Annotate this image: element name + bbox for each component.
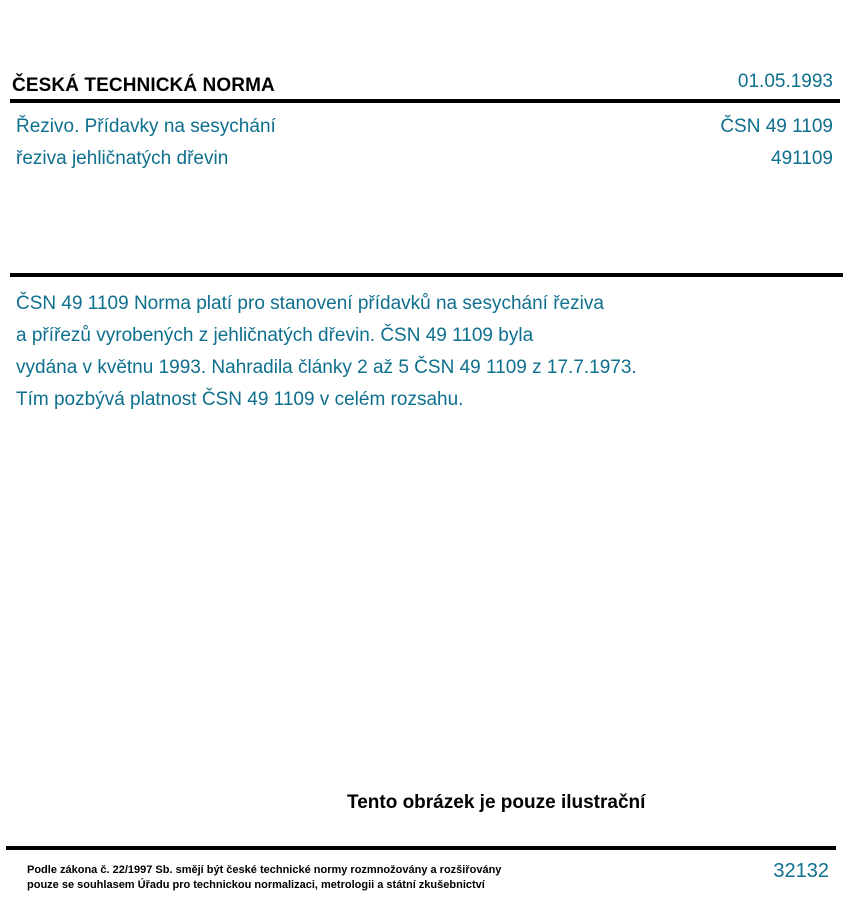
standard-title-line-1: Řezivo. Přídavky na sesychání	[16, 116, 276, 137]
document-number: 32132	[773, 860, 829, 882]
standard-class-code: 491109	[771, 148, 833, 169]
footer-divider	[6, 846, 836, 850]
legal-notice	[27, 863, 501, 893]
illustration-notice: Tento obrázek je pouze ilustrační	[347, 792, 646, 813]
header-divider	[10, 99, 840, 103]
description-line: ČSN 49 1109 Norma platí pro stanovení přídavků na sesychání řeziva	[16, 293, 604, 314]
document-heading: ČESKÁ TECHNICKÁ NORMA	[12, 75, 275, 96]
standard-title-line-2: řeziva jehličnatých dřevin	[16, 148, 229, 169]
description-line: a přířezů vyrobených z jehličnatých dřevin. ČSN 49 1109 byla	[16, 325, 534, 346]
description-line: Tím pozbývá platnost ČSN 49 1109 v celém rozsahu.	[16, 389, 464, 410]
description-block	[16, 288, 637, 416]
section-divider	[10, 273, 843, 277]
legal-notice-line: pouze se souhlasem Úřadu pro technickou normalizaci, metrologii a státní zkušebnictví	[27, 879, 485, 891]
description-line: vydána v květnu 1993. Nahradila články 2 až 5 ČSN 49 1109 z 17.7.1973.	[16, 357, 637, 378]
publication-date: 01.05.1993	[737, 71, 833, 92]
standard-designation: ČSN 49 1109	[720, 116, 833, 137]
legal-notice-line: Podle zákona č. 22/1997 Sb. smějí být české technické normy rozmnožovány a rozšiřovány	[27, 864, 502, 876]
